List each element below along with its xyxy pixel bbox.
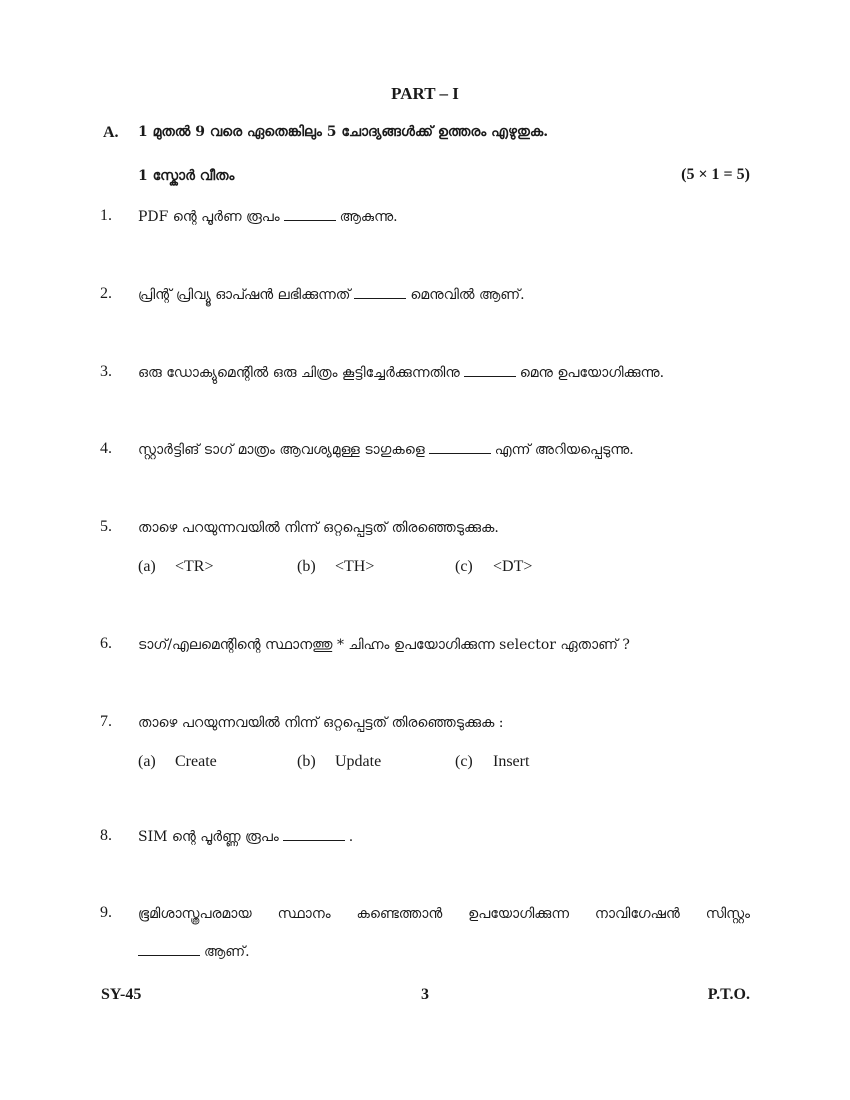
section-instruction: 1 മുതൽ 9 വരെ ഏതെങ്കിലും 5 ചോദ്യങ്ങൾക്ക് ഉത്തരം എഴുതുക. (138, 124, 549, 140)
marks-formula: (5 × 1 = 5) (681, 166, 750, 183)
answer-blank (464, 376, 516, 377)
page-number: 3 (421, 986, 429, 1003)
marks-label: 1 സ്കോർ വീതം (138, 168, 235, 184)
question-number: 6. (100, 635, 112, 652)
option-label: (a) (138, 753, 156, 770)
answer-blank (284, 220, 336, 221)
answer-blank (138, 955, 200, 956)
question-text: . (348, 829, 354, 845)
question-number: 1. (100, 207, 112, 224)
question-text: മെനുവിൽ ആണ്. (410, 287, 525, 303)
question-text: SIM ന്റെ പൂർണ്ണ രൂപം (138, 829, 279, 845)
question-text: PDF ന്റെ പൂർണ രൂപം (138, 209, 280, 225)
question-text: എന്ന് അറിയപ്പെടുന്നു. (494, 442, 634, 458)
question-text: ആണ്. (204, 944, 250, 960)
option-label: (b) (297, 558, 316, 575)
question-3 (138, 365, 664, 381)
option-label: (a) (138, 558, 156, 575)
answer-blank (354, 298, 406, 299)
question-number: 8. (100, 827, 112, 844)
question-number: 5. (100, 518, 112, 535)
part-title: PART – I (391, 84, 459, 103)
answer-blank (283, 840, 345, 841)
answer-blank (429, 453, 491, 454)
section-letter: A. (103, 124, 119, 141)
option-value: <TR> (175, 558, 214, 575)
option-label: (c) (455, 558, 473, 575)
question-text: ടാഗ്/എലമെന്റിന്റെ സ്ഥാനത്തു * ചിഹ്നം ഉപയോഗിക്കുന്ന selector ഏതാണ് ? (138, 637, 630, 653)
option-value: Insert (493, 753, 530, 770)
option-value: Create (175, 753, 217, 770)
question-text: സ്റ്റാർട്ടിങ് ടാഗ് മാത്രം ആവശ്യമുള്ള ടാഗുകളെ (138, 442, 425, 458)
option-label: (c) (455, 753, 473, 770)
question-2 (138, 287, 525, 303)
option-value: <TH> (335, 558, 375, 575)
question-4 (138, 442, 634, 458)
pto-label: P.T.O. (707, 986, 750, 1003)
option-label: (b) (297, 753, 316, 770)
question-text: ഭൂമിശാസ്ത്രപരമായ സ്ഥാനം കണ്ടെത്താൻ ഉപയോഗിക്കുന്ന നാവിഗേഷൻ സിസ്റ്റം (138, 906, 750, 922)
question-text: താഴെ പറയുന്നവയിൽ നിന്ന് ഒറ്റപ്പെട്ടത് തിരഞ്ഞെടുക്കുക. (138, 520, 499, 536)
question-number: 7. (100, 713, 112, 730)
option-value: <DT> (493, 558, 533, 575)
question-text: ഒരു ഡോക്യുമെന്റിൽ ഒരു ചിത്രം കൂട്ടിച്ചേർക്കുന്നതിനു (138, 365, 460, 381)
question-1 (138, 209, 398, 225)
paper-code: SY-45 (101, 986, 142, 1003)
question-number: 9. (100, 904, 112, 921)
question-number: 3. (100, 363, 112, 380)
question-text: മെനു ഉപയോഗിക്കുന്നു. (519, 365, 665, 381)
question-text: താഴെ പറയുന്നവയിൽ നിന്ന് ഒറ്റപ്പെട്ടത് തിരഞ്ഞെടുക്കുക : (138, 715, 504, 731)
question-number: 2. (100, 285, 112, 302)
question-8 (138, 829, 353, 845)
question-9-line2 (138, 944, 250, 960)
question-text: പ്രിന്റ് പ്രിവ്യൂ ഓപ്ഷൻ ലഭിക്കുന്നത് (138, 287, 351, 303)
question-number: 4. (100, 440, 112, 457)
question-text: ആകുന്നു. (339, 209, 398, 225)
option-value: Update (335, 753, 382, 770)
